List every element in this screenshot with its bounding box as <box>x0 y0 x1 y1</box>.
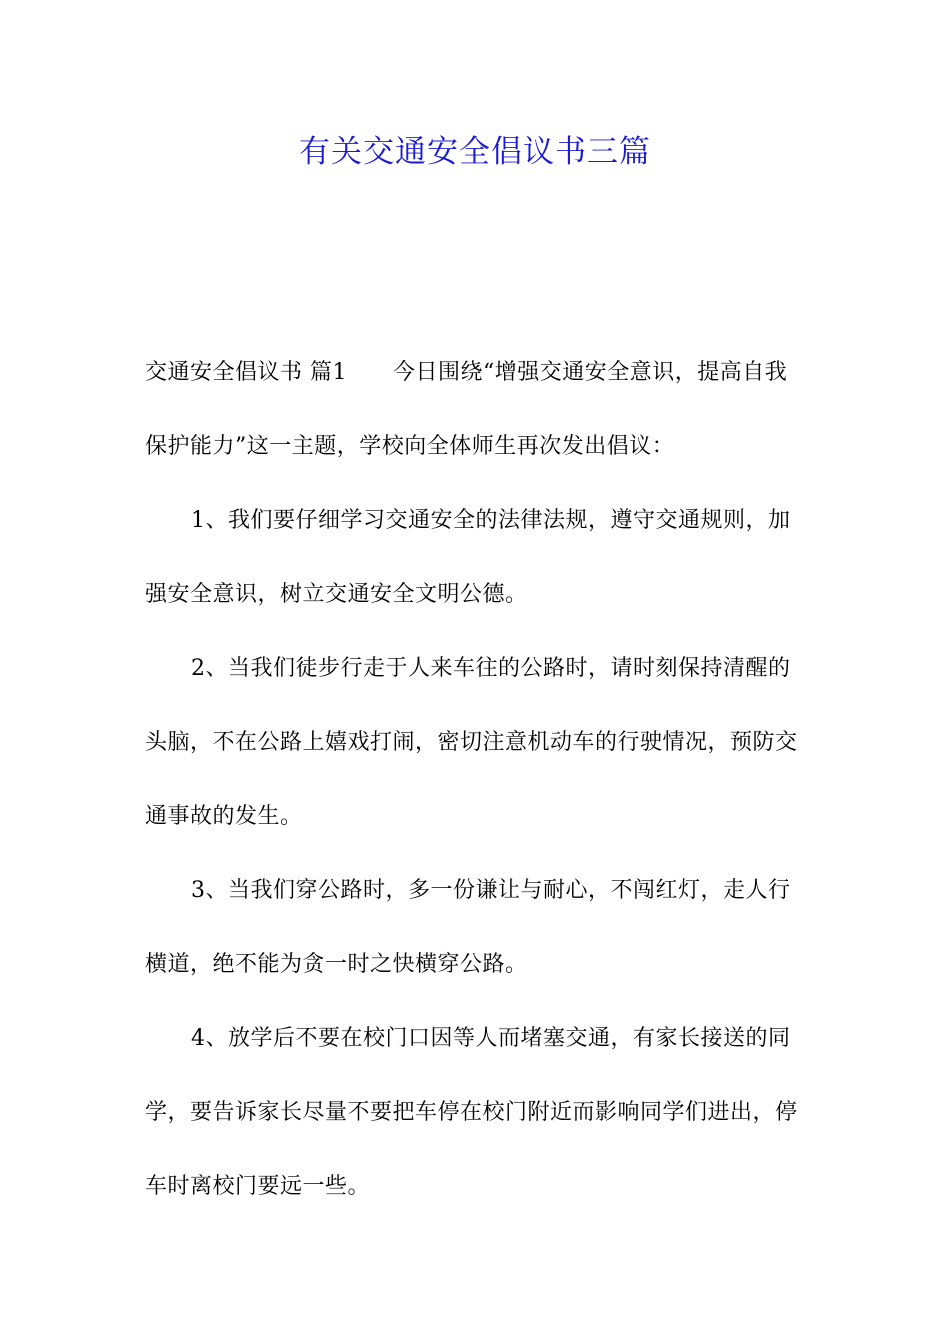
intro-paragraph <box>145 336 809 484</box>
list-item: 4、放学后不要在校门口因等人而堵塞交通，有家长接送的同学，要告诉家长尽量不要把车停在校门附近而影响同学们进出，停车时离校门要远一些。 <box>145 1026 798 1199</box>
document-body <box>145 336 809 1224</box>
list-item: 3、当我们穿公路时，多一份谦让与耐心，不闯红灯，走人行横道，绝不能为贪一时之快横穿公路。 <box>145 878 791 977</box>
document-title: 有关交通安全倡议书三篇 <box>299 134 651 170</box>
section-heading: 交通安全倡议书 篇1 <box>145 360 347 385</box>
list-item: 1、我们要仔细学习交通安全的法律法规，遵守交通规则，加强安全意识，树立交通安全文明公德。 <box>145 508 791 607</box>
list-item: 2、当我们徒步行走于人来车往的公路时，请时刻保持清醒的头脑，不在公路上嬉戏打闹，密切注意机动车的行驶情况，预防交通事故的发生。 <box>145 656 798 829</box>
intro-text: 今日围绕“增强交通安全意识，提高自我保护能力”这一主题，学校向全体师生再次发出倡议： <box>145 360 788 459</box>
